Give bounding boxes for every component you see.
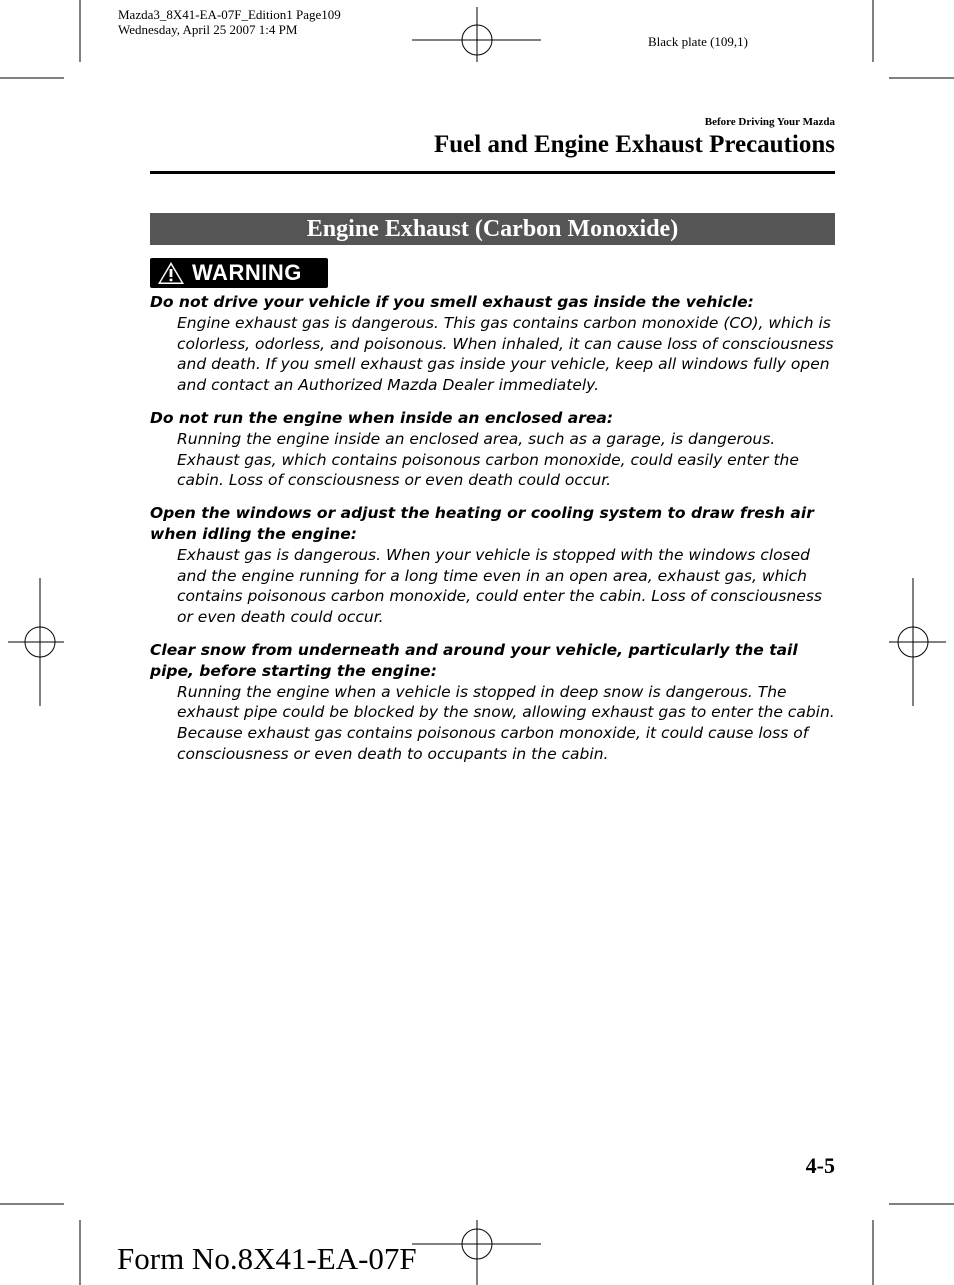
warning-triangle-icon [157,261,185,285]
form-number: Form No.8X41-EA-07F [117,1241,417,1276]
warning-item [150,640,840,765]
registration-mark-icon [8,578,64,706]
registration-mark-icon [889,578,946,706]
warning-item [150,292,840,396]
warning-body: Running the engine inside an enclosed area, such as a garage, is dangerous. Exhaust gas, which contains poisonous carbon monoxide, could easily enter the cabin. Loss of consciousness or even death could occur. [177,429,799,490]
warning-heading: Clear snow from underneath and around your vehicle, particularly the tail pipe, before starting the engine: [150,640,798,680]
warning-heading: Open the windows or adjust the heating or cooling system to draw fresh air when idling the engine: [150,504,814,543]
warning-heading: Do not run the engine when inside an enclosed area: [150,408,614,427]
plate-info [118,7,341,37]
warning-item [150,503,840,628]
title-rule [150,171,835,174]
warning-body: Running the engine when a vehicle is stopped in deep snow is dangerous. The exhaust pipe could be blocked by the snow, allowing exhaust gas to enter the cabin. Because exhaust gas contains poisonous carbon monoxide, it could cause loss of consciousness or even death to occupants in the cabin. [177,682,835,763]
section-subheading: Engine Exhaust (Carbon Monoxide) [150,213,835,245]
plate-color-info: Black plate (109,1) [648,34,748,49]
registration-mark-icon [412,7,541,62]
page-number: 4-5 [805,1153,835,1178]
page-title: Fuel and Engine Exhaust Precautions [433,131,835,158]
warning-badge [150,258,328,288]
warning-list [150,292,840,777]
warning-item [150,408,840,491]
warning-heading: Do not drive your vehicle if you smell exhaust gas inside the vehicle: [150,293,754,311]
plate-filename: Mazda3_8X41-EA-07F_Edition1 Page109 [118,7,341,22]
warning-body: Engine exhaust gas is dangerous. This gas contains carbon monoxide (CO), which is colorless, odorless, and poisonous. When inhaled, it can cause loss of consciousness and death. If you smell exhaust gas inside your vehicle, keep all windows fully open and contact an Authorized Mazda Dealer immediately. [177,313,834,395]
section-label: Before Driving Your Mazda [704,116,835,128]
warning-body: Exhaust gas is dangerous. When your vehicle is stopped with the windows closed and the engine running for a long time even in an open area, exhaust gas, which contains poisonous carbon monoxide, could enter the cabin. Loss of consciousness or even death could occur. [177,545,822,627]
plate-timestamp: Wednesday, April 25 2007 1:4 PM [118,22,298,37]
warning-label: WARNING [192,260,302,285]
registration-mark-icon [412,1220,541,1285]
